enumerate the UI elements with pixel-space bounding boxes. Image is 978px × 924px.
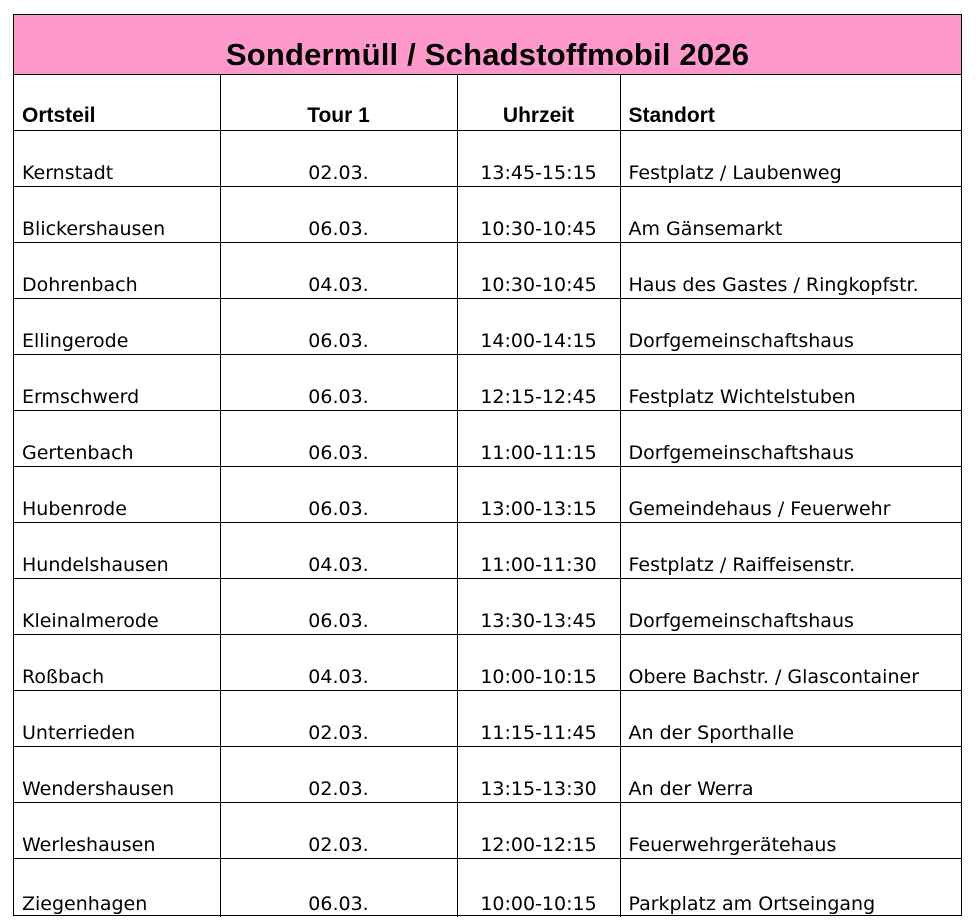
cell-uhrzeit: 14:00-14:15 (457, 298, 620, 354)
cell-tour: 06.03. (220, 186, 457, 242)
cell-standort: Parkplatz am Ortseingang (620, 858, 961, 917)
cell-ortsteil: Gertenbach (14, 410, 220, 466)
cell-tour: 02.03. (220, 690, 457, 746)
cell-uhrzeit: 10:30-10:45 (457, 242, 620, 298)
cell-tour: 04.03. (220, 242, 457, 298)
cell-ortsteil: Wendershausen (14, 746, 220, 802)
cell-ortsteil: Dohrenbach (14, 242, 220, 298)
cell-standort: Am Gänsemarkt (620, 186, 961, 242)
cell-ortsteil: Kernstadt (14, 130, 220, 186)
cell-ortsteil: Unterrieden (14, 690, 220, 746)
column-header-ortsteil: Ortsteil (22, 103, 96, 127)
cell-uhrzeit: 11:00-11:15 (457, 410, 620, 466)
cell-standort: Gemeindehaus / Feuerwehr (620, 466, 961, 522)
cell-ortsteil: Werleshausen (14, 802, 220, 858)
cell-tour: 02.03. (220, 802, 457, 858)
cell-uhrzeit: 13:15-13:30 (457, 746, 620, 802)
cell-ortsteil: Hundelshausen (14, 522, 220, 578)
table-row (14, 186, 961, 242)
cell-tour: 06.03. (220, 354, 457, 410)
table-row (14, 746, 961, 802)
cell-uhrzeit: 10:30-10:45 (457, 186, 620, 242)
cell-tour: 06.03. (220, 298, 457, 354)
cell-standort: Obere Bachstr. / Glascontainer (620, 634, 961, 690)
schedule-sheet (13, 14, 962, 916)
column-header-uhrzeit: Uhrzeit (457, 74, 620, 130)
cell-uhrzeit: 11:15-11:45 (457, 690, 620, 746)
table-row (14, 802, 961, 858)
cell-ortsteil: Ellingerode (14, 298, 220, 354)
cell-standort: Festplatz / Raiffeisenstr. (620, 522, 961, 578)
table-row (14, 354, 961, 410)
cell-uhrzeit: 10:00-10:15 (457, 858, 620, 917)
cell-tour: 06.03. (220, 410, 457, 466)
table-row (14, 130, 961, 186)
cell-standort: Dorfgemeinschaftshaus (620, 578, 961, 634)
cell-uhrzeit: 13:45-15:15 (457, 130, 620, 186)
table-header (14, 74, 961, 130)
cell-tour: 02.03. (220, 746, 457, 802)
cell-tour: 06.03. (220, 466, 457, 522)
cell-tour: 06.03. (220, 858, 457, 917)
cell-standort: Festplatz Wichtelstuben (620, 354, 961, 410)
cell-standort: Feuerwehrgerätehaus (620, 802, 961, 858)
cell-standort: An der Werra (620, 746, 961, 802)
page-title: Sondermüll / Schadstoffmobil 2026 (225, 37, 750, 72)
table-row (14, 522, 961, 578)
table-row (14, 858, 961, 917)
cell-uhrzeit: 12:00-12:15 (457, 802, 620, 858)
cell-standort: Dorfgemeinschaftshaus (620, 410, 961, 466)
cell-uhrzeit: 12:15-12:45 (457, 354, 620, 410)
cell-tour: 02.03. (220, 130, 457, 186)
cell-tour: 06.03. (220, 578, 457, 634)
cell-ortsteil: Hubenrode (14, 466, 220, 522)
cell-ortsteil: Blickershausen (14, 186, 220, 242)
table-row (14, 578, 961, 634)
cell-standort: Haus des Gastes / Ringkopfstr. (620, 242, 961, 298)
column-header-standort: Standort (620, 74, 961, 130)
cell-standort: Dorfgemeinschaftshaus (620, 298, 961, 354)
cell-uhrzeit: 11:00-11:30 (457, 522, 620, 578)
cell-uhrzeit: 10:00-10:15 (457, 634, 620, 690)
table-body (14, 130, 961, 917)
cell-ortsteil: Ziegenhagen (14, 858, 220, 917)
cell-ortsteil: Kleinalmerode (14, 578, 220, 634)
cell-standort: An der Sporthalle (620, 690, 961, 746)
cell-tour: 04.03. (220, 522, 457, 578)
cell-ortsteil: Roßbach (14, 634, 220, 690)
column-header-tour: Tour 1 (220, 74, 457, 130)
table-row (14, 634, 961, 690)
table-row (14, 298, 961, 354)
table-row (14, 242, 961, 298)
header-row (14, 74, 961, 130)
schedule-table (14, 74, 961, 917)
cell-uhrzeit: 13:30-13:45 (457, 578, 620, 634)
cell-ortsteil: Ermschwerd (14, 354, 220, 410)
cell-standort: Festplatz / Laubenweg (620, 130, 961, 186)
table-row (14, 690, 961, 746)
title-band (14, 15, 961, 75)
table-row (14, 410, 961, 466)
table-row (14, 466, 961, 522)
cell-tour: 04.03. (220, 634, 457, 690)
cell-uhrzeit: 13:00-13:15 (457, 466, 620, 522)
